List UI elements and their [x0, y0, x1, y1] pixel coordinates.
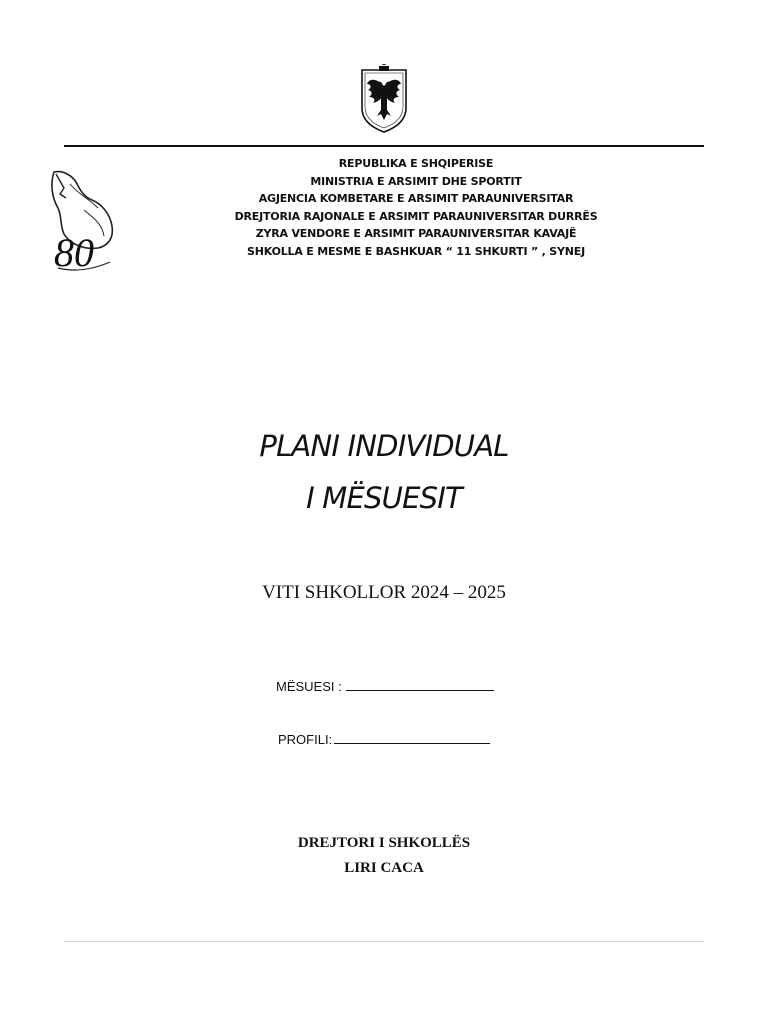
document-title-line-1: PLANI INDIVIDUAL — [259, 429, 509, 463]
director-title: DREJTORI I SHKOLLËS — [297, 835, 471, 851]
document-title-line-2: I MËSUESIT — [306, 481, 462, 515]
profile-label: PROFILI: — [278, 732, 333, 747]
header-line-school: SHKOLLA E MESME E BASHKUAR “ 11 SHKURTI ” , SYNEJ — [247, 244, 585, 258]
teacher-label: MËSUESI : — [276, 679, 342, 694]
director-name: LIRI CACA — [344, 860, 424, 876]
institution-header — [200, 155, 632, 261]
header-line-local-office: ZYRA VENDORE E ARSIMIT PARAUNIVERSITAR KAVAJË — [255, 227, 577, 241]
header-line-republic: REPUBLIKA E SHQIPERISE — [338, 157, 494, 170]
teacher-field — [276, 678, 494, 694]
header-line-ministry: MINISTRIA E ARSIMIT DHE SPORTIT — [310, 174, 522, 188]
header-line-regional-directorate: DREJTORIA RAJONALE E ARSIMIT PARAUNIVERSITAR DURRËS — [234, 209, 598, 223]
school-logo-label: 80 — [54, 230, 94, 274]
footer-divider — [64, 941, 704, 942]
header-divider — [64, 145, 704, 147]
header-line-agency: AGJENCIA KOMBETARE E ARSIMIT PARAUNIVERSITAR — [258, 192, 574, 206]
teacher-blank-line[interactable] — [346, 678, 494, 691]
profile-field — [278, 731, 490, 747]
profile-blank-line[interactable] — [334, 731, 490, 744]
school-year: VITI SHKOLLOR 2024 – 2025 — [262, 582, 506, 603]
albanian-eagle-emblem-icon — [359, 64, 409, 134]
school-80-logo-icon — [44, 164, 116, 274]
